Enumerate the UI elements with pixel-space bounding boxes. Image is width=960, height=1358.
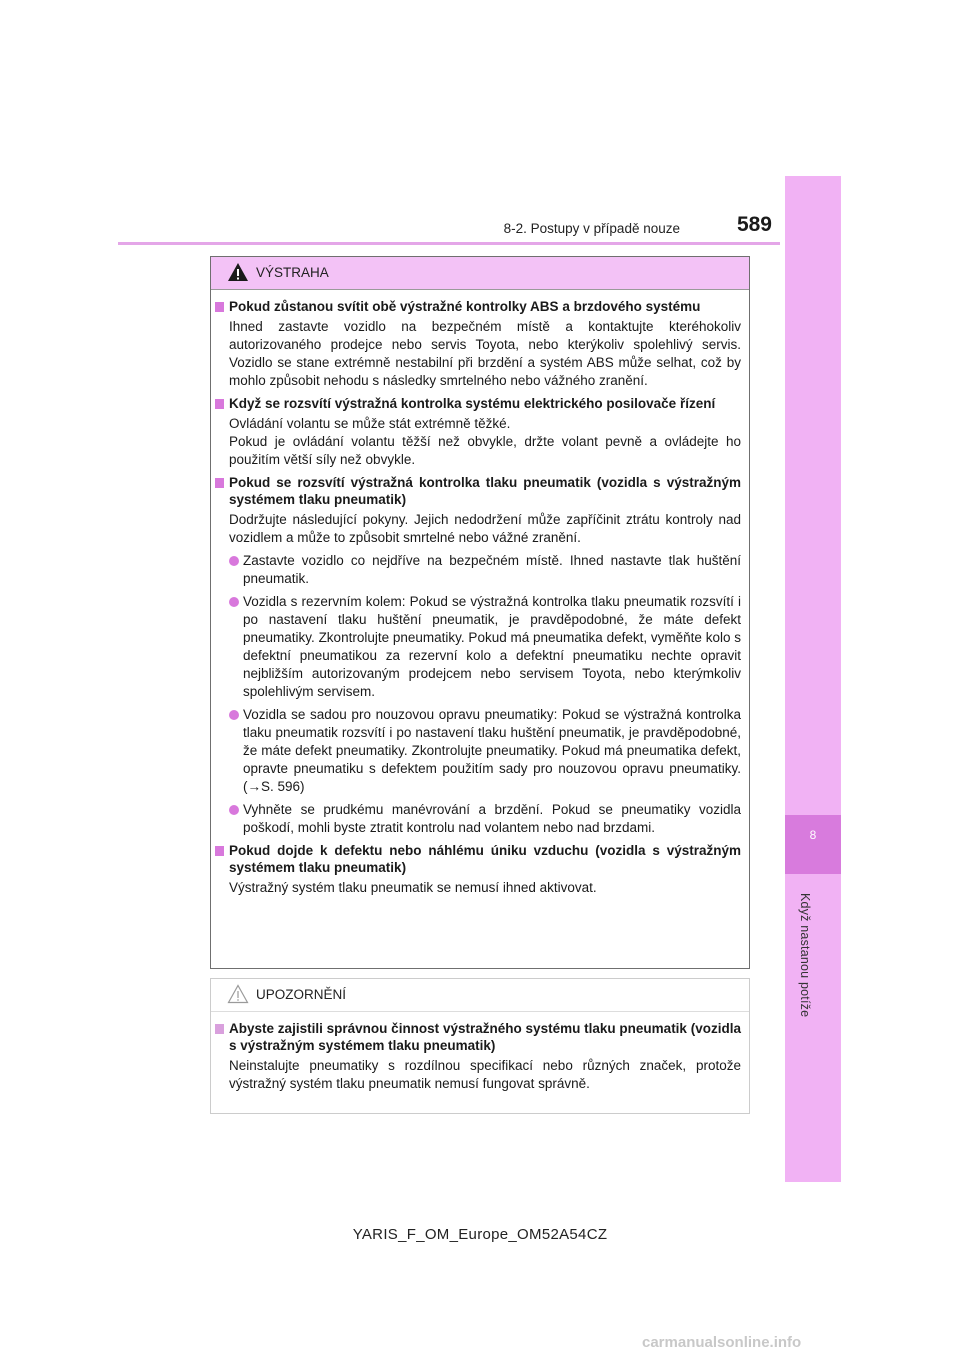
item-paragraph: Dodržujte následující pokyny. Jejich nedodržení může zapříčinit ztrátu kontroly nad vozidlem a může to způsobit smrtelné nebo vážné zranění. xyxy=(229,512,741,545)
warning-label: VÝSTRAHA xyxy=(256,265,329,280)
bullet-text: Vyhněte se prudkému manévrování a brzdění. Pokud se pneumatiky vozidla poškodí, mohli byste ztratit kontrolu nad volantem nebo nad brzdami. xyxy=(243,802,741,835)
caution-header xyxy=(211,979,749,1012)
document-code: YARIS_F_OM_Europe_OM52A54CZ xyxy=(352,1226,608,1243)
bullet-item xyxy=(229,706,741,796)
item-paragraph: Výstražný systém tlaku pneumatik se nemusí ihned aktivovat. xyxy=(229,880,597,895)
bullet-dot-icon xyxy=(229,556,239,566)
item-title: Pokud se rozsvítí výstražná kontrolka tlaku pneumatik (vozidla s výstražným systémem tlaku pneumatik) xyxy=(229,475,741,507)
caution-triangle-icon xyxy=(227,984,249,1004)
caution-item-tire-system xyxy=(211,1020,741,1093)
watermark: carmanualsonline.info xyxy=(642,1334,802,1351)
section-square-icon xyxy=(215,1024,224,1034)
header-rule xyxy=(118,242,780,245)
warning-header xyxy=(211,257,749,290)
caution-label: UPOZORNĚNÍ xyxy=(256,987,347,1002)
page-number: 589 xyxy=(736,213,772,236)
warning-item-power-steering xyxy=(211,395,741,469)
bullet-text: Vozidla s rezervním kolem: Pokud se výstražná kontrolka tlaku pneumatik rozsvítí i po nastavení tlaku huštění pneumatik, je pravděpodobné, že máte defekt pneumatiky. Zkontrolujte pneumatiky. Pokud má pneumatika defekt, vyměňte kolo s defektní pneumatikou za rezervní kolo a defektní pneumatiku nechte opravit nejbližším autorizovaným prodejcem nebo servisem Toyota, nebo kterýmkoliv spolehlivým servisem. xyxy=(243,594,741,699)
section-square-icon xyxy=(215,302,224,312)
item-paragraph: Ovládání volantu se může stát extrémně těžké. xyxy=(229,416,511,431)
warning-body xyxy=(211,290,749,897)
section-square-icon xyxy=(215,846,224,856)
bullet-item xyxy=(229,801,741,837)
caution-body xyxy=(211,1012,749,1093)
item-title: Pokud zůstanou svítit obě výstražné kontrolky ABS a brzdového systému xyxy=(229,299,701,314)
item-paragraph: Pokud je ovládání volantu těžší než obvykle, držte volant pevně a ovládejte ho použitím větší síly než obvykle. xyxy=(229,434,741,467)
bullet-dot-icon xyxy=(229,597,239,607)
item-title: Když se rozsvítí výstražná kontrolka systému elektrického posilovače řízení xyxy=(229,396,716,411)
item-title: Pokud dojde k defektu nebo náhlému úniku vzduchu (vozidla s výstražným systémem tlaku pneumatik) xyxy=(229,843,741,875)
warning-triangle-icon xyxy=(227,262,249,282)
bullet-item xyxy=(229,552,741,588)
chapter-number: 8 xyxy=(809,828,817,842)
header-section-title: 8-2. Postupy v případě nouze xyxy=(503,221,680,236)
item-paragraph: Ihned zastavte vozidlo na bezpečném místě a kontaktujte kteréhokoliv autorizovaného prodejce nebo servis Toyota, nebo kterýkoliv spolehlivý servis. Vozidlo se stane extrémně nestabilní při brzdění a systém ABS může selhat, což by mohlo způsobit nehodu s následky smrtelného nebo vážného zranění. xyxy=(229,319,741,388)
bullet-dot-icon xyxy=(229,710,239,720)
warning-item-puncture xyxy=(211,842,741,897)
chapter-label: Když nastanou potíže xyxy=(798,893,812,1018)
section-square-icon xyxy=(215,478,224,488)
warning-box xyxy=(210,256,750,969)
item-title: Abyste zajistili správnou činnost výstražného systému tlaku pneumatik (vozidla s výstražným systémem tlaku pneumatik) xyxy=(229,1021,741,1053)
bullet-dot-icon xyxy=(229,805,239,815)
bullet-item xyxy=(229,593,741,701)
warning-item-tire-pressure xyxy=(211,474,741,837)
chapter-number-box xyxy=(785,815,841,874)
chapter-side-tab xyxy=(785,176,841,1182)
bullet-text: Zastavte vozidlo co nejdříve na bezpečném místě. Ihned nastavte tlak huštění pneumatik. xyxy=(243,553,741,586)
caution-box xyxy=(210,978,750,1114)
warning-item-abs-brake xyxy=(211,298,741,390)
bullet-text: Vozidla se sadou pro nouzovou opravu pneumatiky: Pokud se výstražná kontrolka tlaku pneumatik rozsvítí i po nastavení tlaku huštění pneumatik, je pravděpodobné, že máte defekt pneumatiky. Zkontrolujte pneumatiky. Pokud má pneumatika defekt, opravte pneumatiku s defektem použitím sady pro nouzovou opravu pneumatiky. (→S. 596) xyxy=(243,707,741,794)
section-square-icon xyxy=(215,399,224,409)
item-paragraph: Neinstalujte pneumatiky s rozdílnou specifikací nebo různých značek, protože výstražný systém tlaku pneumatik nemusí fungovat správně. xyxy=(229,1058,741,1091)
